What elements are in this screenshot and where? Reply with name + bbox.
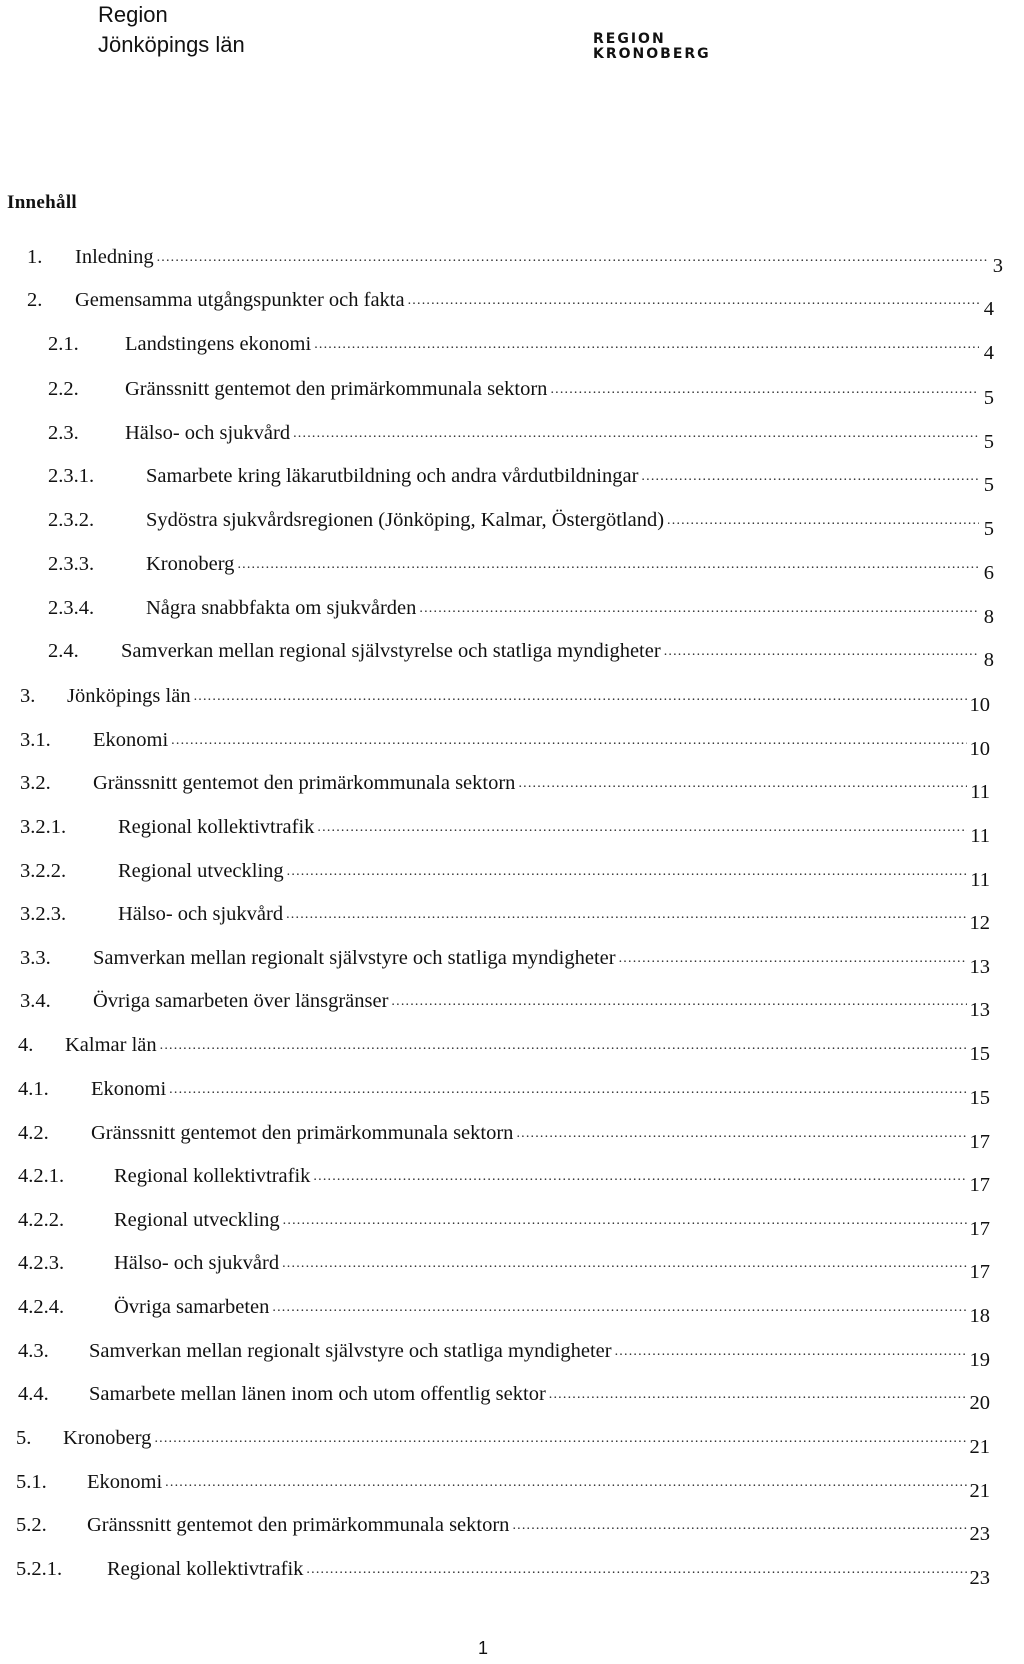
toc-entry[interactable] [48, 465, 994, 495]
toc-entry-page: 11 [970, 869, 990, 891]
toc-dot-leader [169, 1082, 966, 1098]
toc-entry[interactable] [48, 333, 994, 363]
toc-entry-page: 4 [983, 342, 994, 364]
toc-entry-title: Samarbete kring läkarutbildning och andra vårdutbildningar [146, 465, 639, 487]
toc-entry-number: 4.4. [18, 1383, 49, 1405]
toc-dot-leader [512, 1518, 966, 1534]
toc-entry-page: 11 [970, 825, 990, 847]
toc-entry-page: 5 [983, 518, 994, 540]
toc-entry-title: Hälso- och sjukvård [125, 422, 291, 444]
toc-entry[interactable] [20, 772, 990, 802]
toc-entry-title: Regional kollektivtrafik [118, 816, 315, 838]
toc-dot-leader [619, 951, 967, 967]
toc-entry-page: 23 [969, 1523, 990, 1545]
toc-entry-page: 15 [969, 1043, 990, 1065]
toc-dot-leader [293, 426, 979, 442]
toc-dot-leader [313, 1169, 966, 1185]
toc-entry[interactable] [48, 422, 994, 452]
toc-dot-leader [306, 1562, 966, 1578]
toc-entry[interactable] [27, 246, 1003, 276]
toc-entry[interactable] [16, 1427, 990, 1457]
toc-entry-number: 2.4. [48, 640, 79, 662]
toc-entry-title: Samverkan mellan regionalt självstyre och statliga myndigheter [93, 947, 616, 969]
toc-entry-number: 3.4. [20, 990, 51, 1012]
toc-dot-leader [314, 337, 979, 353]
toc-entry-title: Några snabbfakta om sjukvården [146, 597, 417, 619]
toc-entry-page: 13 [969, 999, 990, 1021]
toc-dot-leader [391, 994, 966, 1010]
toc-entry-number: 1. [27, 246, 43, 268]
toc-entry-number: 3.2.2. [20, 860, 67, 882]
toc-entry-title: Ekonomi [93, 729, 169, 751]
toc-entry-title: Gränssnitt gentemot den primärkommunala sektorn [91, 1122, 514, 1144]
toc-entry[interactable] [18, 1209, 990, 1239]
toc-entry-number: 5.2. [16, 1514, 47, 1536]
toc-entry-number: 3. [20, 685, 36, 707]
toc-entry-title: Jönköpings län [67, 685, 191, 707]
toc-entry-page: 23 [969, 1567, 990, 1589]
toc-entry-page: 21 [969, 1436, 990, 1458]
toc-entry[interactable] [48, 597, 994, 627]
toc-dot-leader [154, 1431, 966, 1447]
toc-entry-page: 17 [969, 1261, 990, 1283]
toc-entry[interactable] [18, 1383, 990, 1413]
toc-entry[interactable] [20, 816, 990, 846]
toc-entry-number: 4.2.1. [18, 1165, 65, 1187]
toc-entry[interactable] [20, 860, 990, 890]
toc-entry[interactable] [16, 1558, 990, 1588]
toc-entry-title: Samverkan mellan regionalt självstyre och statliga myndigheter [89, 1340, 612, 1362]
toc-entry[interactable] [18, 1122, 990, 1152]
toc-entry-number: 4.2. [18, 1122, 49, 1144]
logo-left-line-2: Jönköpings län [98, 32, 245, 57]
toc-dot-leader [237, 557, 979, 573]
toc-entry[interactable] [18, 1252, 990, 1282]
toc-entry-number: 2.3.4. [48, 597, 95, 619]
toc-entry[interactable] [48, 509, 994, 539]
toc-entry-page: 15 [969, 1087, 990, 1109]
logo-right-line-2: KRONOBERG [593, 46, 711, 62]
toc-entry-title: Gränssnitt gentemot den primärkommunala sektorn [93, 772, 516, 794]
toc-entry-number: 2.3.2. [48, 509, 95, 531]
toc-entry-number: 3.2. [20, 772, 51, 794]
toc-entry-number: 4.2.4. [18, 1296, 65, 1318]
toc-entry-title: Regional kollektivtrafik [107, 1558, 304, 1580]
toc-entry-title: Landstingens ekonomi [125, 333, 312, 355]
region-jonkoping-logo [98, 0, 245, 60]
toc-dot-leader [157, 250, 988, 266]
toc-dot-leader [165, 1475, 966, 1491]
toc-dot-leader [549, 1387, 967, 1403]
toc-entry-number: 2.2. [48, 378, 79, 400]
toc-entry[interactable] [20, 685, 990, 715]
toc-entry-page: 10 [969, 738, 990, 760]
toc-dot-leader [408, 293, 979, 309]
toc-entry-title: Sydöstra sjukvårdsregionen (Jönköping, Kalmar, Östergötland) [146, 509, 665, 531]
toc-entry-title: Gemensamma utgångspunkter och fakta [75, 289, 405, 311]
toc-dot-leader [171, 733, 966, 749]
toc-entry-number: 4. [18, 1034, 34, 1056]
toc-entry-page: 8 [983, 649, 994, 671]
toc-entry-page: 12 [969, 912, 990, 934]
toc-entry[interactable] [16, 1471, 990, 1501]
toc-dot-leader [419, 601, 979, 617]
toc-entry[interactable] [20, 947, 990, 977]
toc-entry-number: 4.2.3. [18, 1252, 65, 1274]
toc-entry-number: 4.1. [18, 1078, 49, 1100]
toc-entry[interactable] [18, 1165, 990, 1195]
toc-entry[interactable] [20, 729, 990, 759]
toc-entry-title: Hälso- och sjukvård [114, 1252, 280, 1274]
toc-dot-leader [283, 1213, 967, 1229]
toc-entry-page: 20 [969, 1392, 990, 1414]
page-number: 1 [478, 1638, 489, 1658]
toc-dot-leader [516, 1126, 966, 1142]
toc-entry[interactable] [20, 903, 990, 933]
toc-entry-page: 8 [983, 606, 994, 628]
toc-dot-leader [518, 776, 967, 792]
toc-entry[interactable] [48, 553, 994, 583]
toc-entry[interactable] [48, 640, 994, 670]
toc-entry-number: 4.3. [18, 1340, 49, 1362]
toc-dot-leader [287, 864, 968, 880]
toc-entry-title: Gränssnitt gentemot den primärkommunala sektorn [87, 1514, 510, 1536]
toc-dot-leader [667, 513, 979, 529]
toc-entry-page: 13 [969, 956, 990, 978]
toc-entry-title: Regional kollektivtrafik [114, 1165, 311, 1187]
toc-entry[interactable] [18, 1034, 990, 1064]
logo-left-line-1: Region [98, 2, 168, 27]
toc-entry[interactable] [18, 1340, 990, 1370]
toc-entry-page: 5 [983, 431, 994, 453]
toc-entry-page: 3 [992, 255, 1003, 277]
toc-entry-title: Kronoberg [146, 553, 235, 575]
toc-entry-title: Gränssnitt gentemot den primärkommunala sektorn [125, 378, 548, 400]
toc-dot-leader [286, 907, 966, 923]
toc-entry-title: Övriga samarbeten [114, 1296, 270, 1318]
toc-entry-title: Regional utveckling [118, 860, 284, 882]
toc-entry-title: Ekonomi [87, 1471, 163, 1493]
toc-entry[interactable] [16, 1514, 990, 1544]
toc-entry-title: Samarbete mellan länen inom och utom offentlig sektor [89, 1383, 546, 1405]
toc-entry[interactable] [27, 289, 994, 319]
toc-entry-number: 4.2.2. [18, 1209, 65, 1231]
toc-entry-number: 5. [16, 1427, 32, 1449]
toc-entry-page: 11 [970, 781, 990, 803]
toc-entry-number: 2.1. [48, 333, 79, 355]
toc-entry-number: 2.3. [48, 422, 79, 444]
toc-entry-number: 3.2.3. [20, 903, 67, 925]
toc-entry-number: 2.3.1. [48, 465, 95, 487]
toc-entry[interactable] [20, 990, 990, 1020]
toc-entry-title: Övriga samarbeten över länsgränser [93, 990, 389, 1012]
toc-dot-leader [282, 1256, 966, 1272]
toc-entry-title: Samverkan mellan regional självstyrelse och statliga myndigheter [121, 640, 661, 662]
toc-entry-title: Ekonomi [91, 1078, 167, 1100]
toc-entry-title: Regional utveckling [114, 1209, 280, 1231]
toc-entry-page: 21 [969, 1480, 990, 1502]
toc-dot-leader [272, 1300, 966, 1316]
region-kronoberg-logo [593, 32, 711, 62]
toc-entry-page: 4 [983, 298, 994, 320]
toc-entry-number: 2. [27, 289, 43, 311]
toc-entry-page: 18 [969, 1305, 990, 1327]
toc-entry[interactable] [18, 1296, 990, 1326]
toc-entry-number: 5.2.1. [16, 1558, 63, 1580]
toc-entry-page: 5 [983, 387, 994, 409]
toc-entry-number: 3.1. [20, 729, 51, 751]
toc-entry[interactable] [18, 1078, 990, 1108]
toc-dot-leader [664, 644, 979, 660]
toc-entry-number: 3.2.1. [20, 816, 67, 838]
toc-entry-page: 17 [969, 1174, 990, 1196]
toc-entry-page: 10 [969, 694, 990, 716]
toc-entry-page: 17 [969, 1218, 990, 1240]
toc-dot-leader [160, 1038, 967, 1054]
toc-entry-title: Kronoberg [63, 1427, 152, 1449]
toc-dot-leader [194, 689, 967, 705]
toc-entry-page: 19 [969, 1349, 990, 1371]
toc-dot-leader [550, 382, 979, 398]
toc-entry-number: 5.1. [16, 1471, 47, 1493]
logo-right-line-1: REGION [593, 31, 666, 47]
toc-heading: Innehåll [7, 192, 77, 213]
toc-entry[interactable] [48, 378, 994, 408]
toc-entry-page: 5 [983, 474, 994, 496]
toc-entry-title: Kalmar län [65, 1034, 157, 1056]
toc-entry-title: Hälso- och sjukvård [118, 903, 284, 925]
toc-entry-title: Inledning [75, 246, 154, 268]
toc-dot-leader [317, 820, 967, 836]
toc-entry-number: 2.3.3. [48, 553, 95, 575]
toc-entry-number: 3.3. [20, 947, 51, 969]
toc-entry-page: 6 [983, 562, 994, 584]
toc-dot-leader [641, 469, 979, 485]
toc-dot-leader [615, 1344, 967, 1360]
toc-entry-page: 17 [969, 1131, 990, 1153]
